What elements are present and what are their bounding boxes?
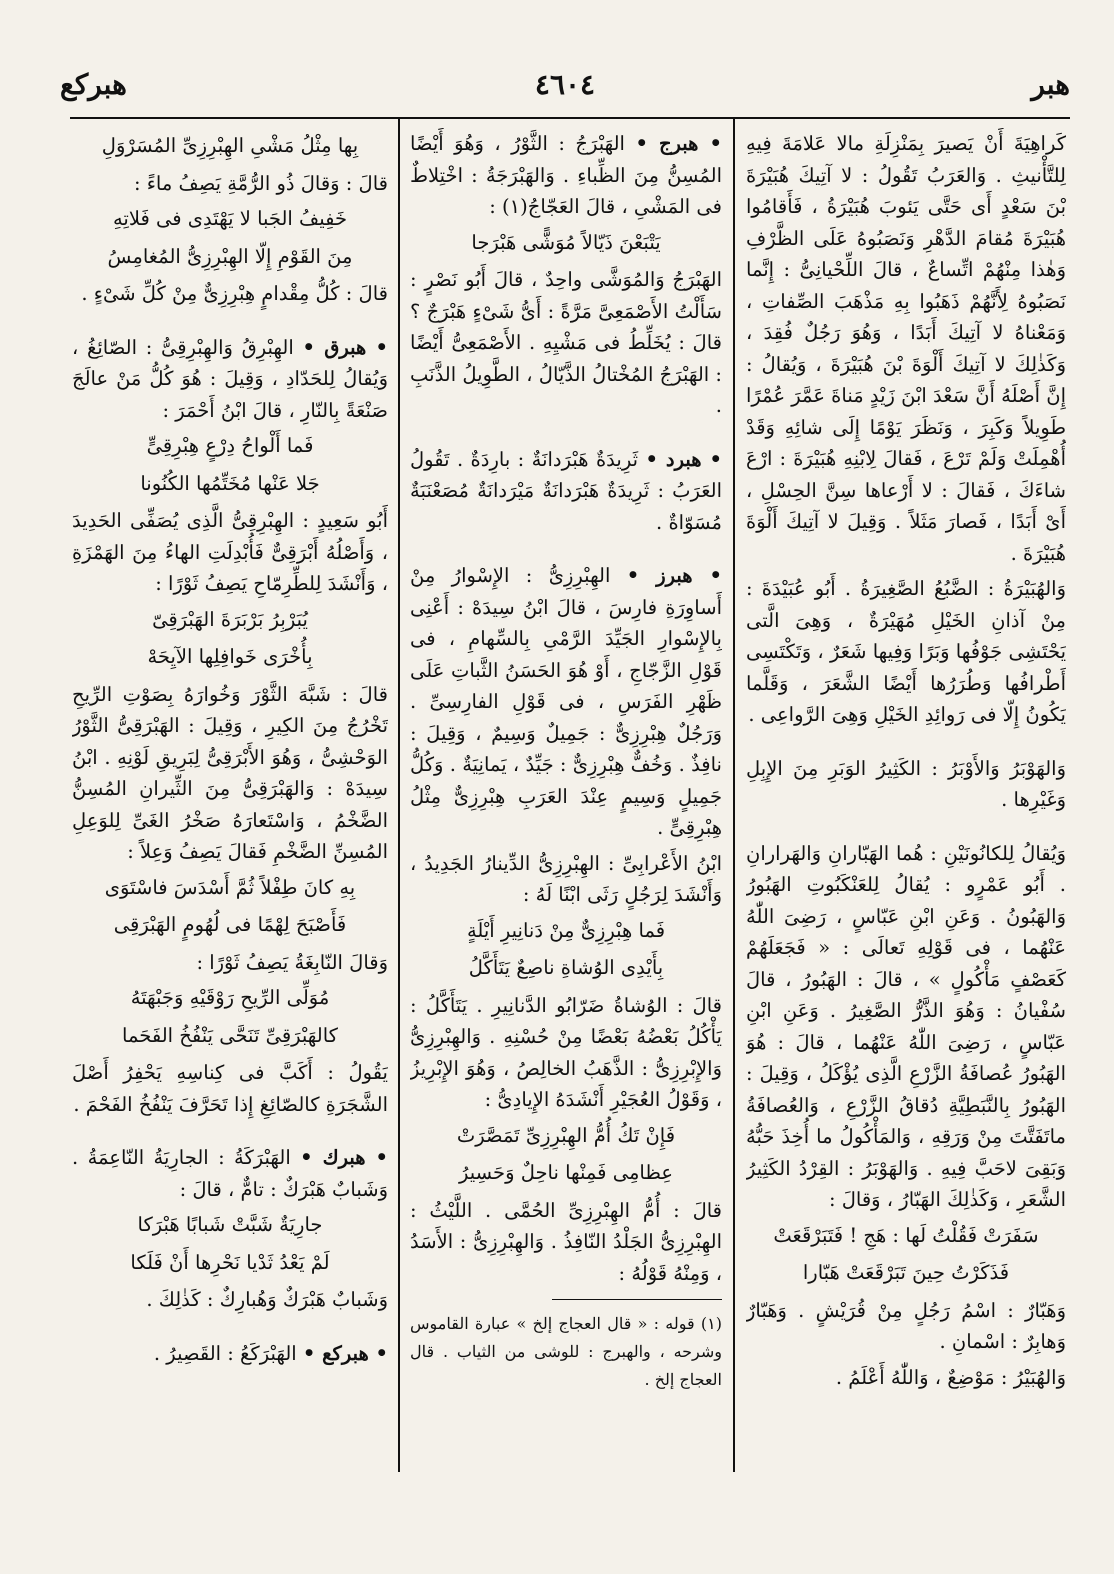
paragraph-text: وَيُقالُ لِلكانُونَيْنِ : هُما الهَبّارانِ وَالهَرارانِ . أَبُو عَمْرٍو : يُقالُ لِلعَنْكَبُوتِ الهَبُورُ وَالهَبُونُ . وَعَنِ ابْنِ عَبّاسٍ ، رَضِىَ اللّٰهُ عَنْهُما ، فى قَوْلِهِ تَعالَى : « فَجَعَلَهُمْ كَعَصْفٍ مَأْكُولٍ » ، قالَ : الهَبُورُ ، قالَ سُفْيانُ : وَهُوَ الذَّرُّ الصَّغِيرُ . وَعَنِ ابْنِ عَبّاسٍ ، رَضِىَ اللّٰهُ عَنْهُما ، قالَ : هُوَ الهَبُورُ عُصافَةُ الزَّرْعِ الَّذِى يُؤْكَلُ ، وَقِيلَ : الهَبُورُ بِالنَّبَطِيَّةِ دُقاقُ الزَّرْعِ ، وَالعُصافَةُ ماتَفَتَّتَ مِنْ وَرَقِهِ ، وَالمَأْكُولُ ما أُخِذَ حَبُّهُ وَبَقِىَ لاحَبَّ فِيهِ . وَالهَوْبَرُ : القِرْدُ الكَثِيرُ الشَّعَرِ ، وَكَذٰلِكَ الهَبّارُ ، وَقالَ : [746,841,1066,1211]
right-catchword: هبر [1031,68,1070,101]
paragraph-text: الهَبْرَكَعُ : القَصِيرُ . [153,1341,297,1365]
verse-line: فَما أَلْواحُ دِرْعٍ هِبْرِقِىٍّ [146,434,314,457]
spacer [410,426,722,444]
paragraph [72,947,388,979]
verse-line: يَتْبَعْنَ ذَيّالاً مُوَشًّى هَبْرَجا [471,230,661,254]
entry-paragraph [72,1338,388,1370]
spacer [746,820,1066,838]
verse-line: كالهَبْرَقِىِّ تَنَحَّى يَنْفُخُ الفَحَما [122,1023,338,1047]
paragraph [72,679,388,868]
paragraph [746,573,1066,731]
paragraph-text: قالَ : كُلُّ مِقْدامٍ هِبْرِزِىٌّ مِنْ كُلِّ شَىْءٍ . [81,282,388,305]
paragraph [72,1057,388,1120]
paragraph [410,990,722,1116]
verse-line: خَفِيفُ الجَبا لا يَهْتَدِى فى فَلاتِهِ [112,207,348,230]
paragraph-text: قالَ : وَقالَ ذُو الرُّمَّةِ يَصِفُ ماءً : [133,171,388,195]
spacer [72,314,388,332]
paragraph [72,505,388,600]
paragraph-text: الهَبْرَجُ وَالمُوَشَّى واحِدٌ ، قالَ أَبُو نَصْرٍ : سَأَلْتُ الأَصْمَعِىَّ مَرَّةً : أَىُّ شَىْءٍ هَبْرَجٌ ؟ قالَ : يُخَلِّطُ فى مَشْيِهِ . الأَصْمَعِىُّ أَيْضًا : الهَبْرَجُ المُخْتالُ الذَّيّالُ ، الطَّوِيلُ الذَّنَبِ . [410,268,722,417]
paragraph-text: وَهَبّارٌ : اسْمُ رَجُلٍ مِنْ قُرَيْشٍ . وَهَبّارٌ وَهابِرٌ : اسْمانِ . [746,1298,1066,1353]
paragraph [72,278,388,310]
entry-headword: • هبركع • [302,1341,388,1365]
verse-line: جَلا عَنْها مُخَتِّمُها الكُنُونا [140,471,320,495]
paragraph-text: أَبُو سَعِيدٍ : الهِبْرِقِىُّ الَّذِى يُصَفِّى الحَدِيدَ ، وَأَصْلُهُ أَبْرَقِىٌّ فَأُبْدِلَتِ الهاءُ مِنَ الهَمْزَةِ ، وَأَنْشَدَ لِلطِّرِمّاحِ يَصِفُ ثَوْرًا : [72,509,388,595]
verse-line: بِأَيْدِى الوُشاةِ ناصِعٌ يَتَأَكَّلُ [468,956,664,979]
paragraph [72,168,388,200]
footnote-rule [552,1299,722,1300]
verse-line: فَإِنْ تَكُ أُمُّ الهِبْرِزِىِّ تَمَصَّرَتْ [456,1123,676,1147]
column-right [746,128,1066,1468]
verse-line: فَأَصْبَحَ لِهْمًا فى لُهُومٍ الهَبْرَقِى [113,913,347,936]
entry-headword: • هبرد • [645,447,722,471]
paragraph [746,128,1066,569]
paragraph [410,264,722,422]
entry-paragraph [72,1142,388,1205]
paragraph-text: الهَبْرَجُ : الثَّوْرُ ، وَهُوَ أَيْضًا المُسِنُّ مِنَ الظِّباءِ . وَالهَبْرَجَةُ : اخْتِلاطٌ فى المَشْىِ ، قالَ العَجّاجُ(١) : [410,132,722,218]
paragraph-text: وَالهُبَيْرَةُ : الضَّبُعُ الصَّغِيرَةُ . أَبُو عُبَيْدَةَ : مِنْ آذانِ الخَيْلِ مُهَيْرَةٌ ، وَهِىَ الَّتى يَحْتَشِى جَوْفُها وَبَرًا وَفِيها شَعَرٌ ، وَتَكْتَسِى أَطْرافُها وَطُرَرُها أَيْضًا الشَّعَرَ ، وَقَلَّما يَكُونُ إِلّا فى رَوائِدِ الخَيْلِ وَهِىَ الرَّواعِى . [746,577,1066,726]
paragraph-text: وَالهَوْبَرُ وَالأَوْبَرُ : الكَثِيرُ الوَبَرِ مِنَ الإِبِلِ وَغَيْرِها . [746,756,1066,811]
paragraph-text: الهِبْرِقُ وَالهِبْرِقِىُّ : الصّائِغُ ، وَيُقالُ لِلحَدّادِ ، وَقِيلَ : هُوَ كُلُّ مَنْ عالَجَ صَنْعَةً بِالنّارِ ، قالَ ابْنُ أَحْمَرَ : [72,335,388,422]
paragraph [72,1284,388,1316]
paragraph-text: وَقالَ النّابِغَةُ يَصِفُ ثَوْرًا : [196,950,388,974]
verse-line: سَفَرَتْ فَقُلْتُ لَها : هَجِ ! فَتَبَرْقَعَتْ [773,1223,1039,1247]
header-rule [70,117,1070,119]
footnote: (١) قوله : « قال العجاج إلخ » عبارة القاموس وشرحه ، والهبرج : للوشى من الثياب . قال العجاج إلخ . [410,1314,722,1389]
paragraph-text: قالَ : الوُشاةُ ضَرّابُو الدَّنانِيرِ . يَتَأَكَّلُ : يَأْكُلُ بَعْضُهُ بَعْضًا مِنْ حُسْنِهِ . وَالهِبْرِزِىُّ وَالإِبْرِزِىُّ : الذَّهَبُ الخالِصُ ، وَهُوَ الإِبْرِيزُ ، وَقَوْلُ العُجَيْرِ أَنْشَدَهُ الإِيادِىُّ : [410,993,722,1111]
verse-line: بِهِ كانَ طِفْلاً ثُمَّ أَسْدَسَ فاسْتَوَى [104,875,356,899]
entry-headword: • هبرج • [635,132,722,155]
paragraph-text: وَشَبابٌ هَبْرَكٌ وَهُبارِكٌ : كَذٰلِكَ . [146,1288,388,1311]
verse-line: يُبَرْبِرُ بَرْبَرَةَ الهَبْرَقِىّ [152,607,308,631]
paragraph [746,1362,1066,1394]
column-divider-right [733,117,735,1472]
page-header [60,68,1070,116]
spacer [72,1124,388,1142]
spacer [410,542,722,560]
left-catchword: هبركع [60,68,127,101]
entry-headword: • هبرق • [302,335,388,359]
verse-line: بِها مِثْلُ مَشْىِ الهِبْرِزِىِّ المُسَرْوَلِ [101,134,359,157]
verse-line: جارِيَةٌ شَبَّتْ شَبابًا هَبْرَكا [137,1213,323,1236]
paragraph [746,838,1066,1216]
column-divider-left [398,117,400,1472]
paragraph [746,1295,1066,1358]
paragraph-text: الهَبْرَكَةُ : الجارِيَةُ النّاعِمَةُ . وَشَبابٌ هَبْرَكٌ : تامٌّ ، قالَ : [72,1146,388,1201]
verse-line: بِأُخْرَى خَوافِلِها الآيِحَهْ [147,645,313,668]
paragraph [410,848,722,911]
paragraph-text: قالَ : أُمُّ الهِبْرِزِىِّ الحُمَّى . اللَّيْثُ : الهِبْرِزِىُّ الجَلْدُ النّافِذُ . وَالهِبْرِزِىُّ : الأَسَدُ ، وَمِنْهُ قَوْلُهُ : [410,1198,722,1285]
verse-line: عِظامِى فَمِنْها ناحِلٌ وَحَسِيرُ [459,1161,673,1184]
paragraph-text: يَقُولُ : أَكَبَّ فى كِناسِهِ يَحْفِرُ أَصْلَ الشَّجَرَةِ كالصّائِغِ إِذا تَحَرَّفَ يَنْفُخُ الفَحْمَ . [72,1061,388,1116]
entry-headword: • هبرز • [626,564,722,587]
verse-line: فَذَكَرْتُ حِينَ تَبَرْقَعَتْ هَبّارا [802,1261,1010,1284]
column-left [72,128,388,1468]
column-middle [410,128,722,1468]
paragraph-text: الهِبْرِزِىُّ : الإِسْوارُ مِنْ أَساوِرَةِ فارِسَ ، قالَ ابْنُ سِيدَهْ : أَعْنِى بِالإِسْوارِ الجَيِّدَ الرَّمْىِ بِالسِّهامِ ، فى قَوْلِ الزَّجّاجِ ، أَوْ هُوَ الحَسَنُ الثَّباتِ عَلَى ظَهْرِ الفَرَسِ ، فى قَوْلِ الفارِسِىِّ . وَرَجُلٌ هِبْرِزِىٌّ : جَمِيلٌ وَسِيمٌ ، وَقِيلَ : نافِذٌ . وَخُفٌّ هِبْرِزِىٌّ : جَيِّدٌ ، يَمانِيَةٌ . وَكُلُّ جَمِيلٍ وَسِيمٍ عِنْدَ العَرَبِ هِبْرِزِىٌّ مِثْلُ هِبْرِقِىٍّ . [410,564,722,839]
entry-paragraph [410,560,722,844]
spacer [72,1320,388,1338]
verse-line: مِنَ القَوْمِ إِلّا الهِبْرِزِىُّ المُغامِسُ [107,244,353,268]
entry-paragraph [410,444,722,539]
verse-line: لَمْ يَعْدُ ثَدْيا نَحْرِها أَنْ فَلَكا [130,1250,330,1274]
paragraph-text: ابْنُ الأَعْرابِىِّ : الهِبْرِزِىُّ الدِّينارُ الجَدِيدُ ، وَأَنْشَدَ لِرَجُلٍ رَثَى ابْنًا لَهُ : [410,851,722,906]
verse-line: فَما هِبْرِزِىٌّ مِنْ دَنانِيرِ أَيْلَةٍ [466,918,666,942]
entry-paragraph [410,128,722,223]
paragraph-text: قالَ : شَبَّهَ الثَّوْرَ وَخُوارَهُ بِصَوْتِ الرِّيحِ تَخْرُجُ مِنَ الكِيرِ ، وَقِيلَ : الهَبْرَقِىُّ الثَّوْرُ الوَحْشِىُّ ، وَهُوَ الأَبْرَقِىُّ لِبَرِيقِ لَوْنِهِ . ابْنُ سِيدَهْ : وَالهَبْرَقِىُّ مِنَ الثِّيرانِ المُسِنُّ الضَّخْمُ ، وَاسْتَعارَهُ صَخْرُ الغَىِّ لِلوَعِلِ المُسِنِّ الضَّخْمِ فَقالَ يَصِفُ وَعِلاً : [72,682,388,863]
spacer [746,735,1066,753]
verse-line: مُوَلِّى الرِّيحِ رَوْقَيْهِ وَجَبْهَتَهُ [130,986,330,1009]
paragraph [410,1195,722,1290]
paragraph-text: وَالهُبَيْرُ : مَوْضِعٌ ، وَاللّٰهُ أَعْلَمُ . [835,1365,1066,1389]
paragraph-text: كَراهِيَةَ أَنْ يَصيرَ بِمَنْزِلَةِ مالا عَلامَةَ فِيهِ لِلتَّأْنيثِ . وَالعَرَبُ تَقُولُ : لا آتِيكَ هُبَيْرَةَ بْنَ سَعْدٍ أَى حَتَّى يَئوبَ هُبَيْرَةُ ، فَأَقامُوا هُبَيْرَةَ مُقامَ الدَّهْرِ وَنَصَبُوهُ عَلَى الظَّرْفِ وَهٰذا مِنْهُمْ اتِّساعٌ ، قالَ اللِّحْيانِىُّ : إِنَّما نَصَبُوهُ لِأَنَّهُمْ ذَهَبُوا بِهِ مَذْهَبَ الصِّفاتِ ، وَمَعْناهُ لا آتِيكَ أَبَدًا ، وَهُوَ رَجُلٌ فُقِدَ ، وَكَذٰلِكَ لا آتِيكَ أَلْوَةَ بْنَ هُبَيْرَةَ ، وَيُقالُ : إِنَّ أَصْلَهُ أَنَّ سَعْدَ ابْنَ زَيْدٍ مَناةَ عَمَّرَ عُمْرًا طَوِيلاً وَكَبِرَ ، وَنَظَرَ يَوْمًا إِلَى شائِهِ وَقَدْ أُهْمِلَتْ وَلَمْ تَرْعَ ، فَقالَ لِابْنِهِ هُبَيْرَةَ : ارْعَ شاءَكَ ، فَقالَ : لا أَرْعاها سِنَّ الحِسْلِ ، أَىْ أَبَدًا ، فَصارَ مَثَلاً . وَقِيلَ لا آتِيكَ أَلْوَةَ هُبَيْرَةَ . [746,132,1066,565]
paragraph [746,753,1066,816]
page-number: ٤٦٠٤ [534,68,596,101]
entry-headword: • هبرك • [300,1146,388,1169]
entry-paragraph [72,332,388,427]
paragraph-text: ثَرِيدَةٌ هَبْرَدانَةٌ : بارِدَةٌ . تَقُولُ العَرَبُ : ثَرِيدَةٌ هَبْرَدانَةٌ مَيْرَدانَةٌ مُصَعْنَبَةٌ مُسَوّاةٌ . [410,447,722,534]
